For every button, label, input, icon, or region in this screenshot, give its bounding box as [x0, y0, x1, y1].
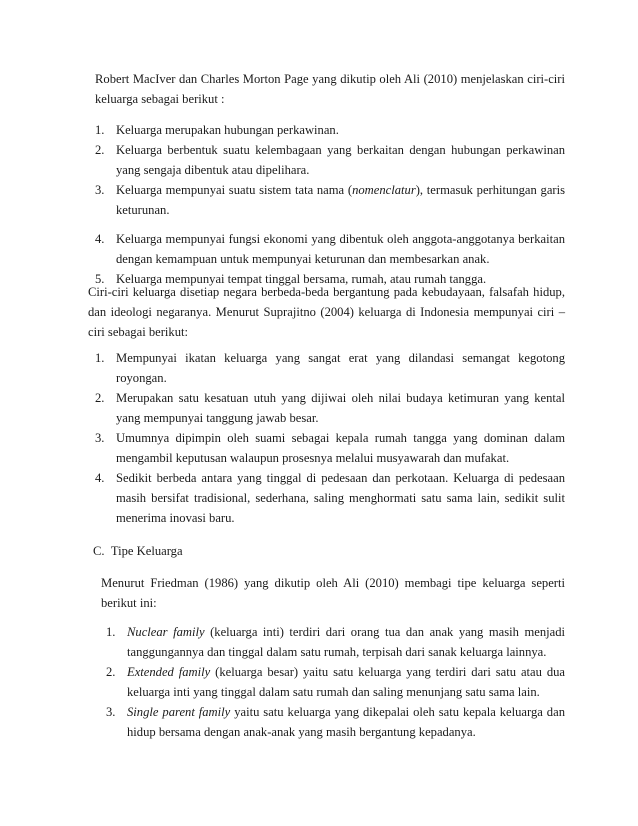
section-title: Tipe Keluarga	[110, 544, 183, 558]
family-types-list	[106, 622, 566, 742]
list-item: 5. Keluarga mempunyai tempat tinggal bersama, rumah, atau rumah tangga.	[95, 272, 487, 286]
suprajitno-paragraph: Ciri-ciri keluarga disetiap negara berbeda-beda bergantung pada kebudayaan, falsafah hidup, dan ideologi negaranya. Menurut Suprajitno (2004) keluarga di Indonesia mempunyai ciri – ciri sebagai berikut:	[88, 285, 565, 339]
list-item: 2. Merupakan satu kesatuan utuh yang dijiwai oleh nilai budaya ketimuran yang kental yang mempunyai tanggung jawab besar.	[95, 391, 565, 425]
criteria-list-suprajitno	[95, 348, 565, 528]
criteria-list-maciver	[95, 120, 565, 289]
list-item: 4. Sedikit berbeda antara yang tinggal di pedesaan dan perkotaan. Keluarga di pedesaan masih bersifat tradisional, sederhana, saling menghormati satu sama lain, sedikit sulit menerima inovasi baru.	[95, 471, 565, 525]
friedman-paragraph: Menurut Friedman (1986) yang dikutip oleh Ali (2010) membagi tipe keluarga seperti berikut ini:	[101, 576, 565, 610]
list-item: 3. Umumnya dipimpin oleh suami sebagai kepala rumah tangga yang dominan dalam mengambil keputusan walaupun prosesnya melalui musyawarah dan mufakat.	[95, 431, 565, 465]
list-item: 4. Keluarga mempunyai fungsi ekonomi yang dibentuk oleh anggota-anggotanya berkaitan dengan kemampuan untuk mempunyai keturunan dan membesarkan anak.	[95, 232, 565, 266]
list-item: 1. Mempunyai ikatan keluarga yang sangat erat yang dilandasi semangat kegotong royongan.	[95, 351, 565, 385]
section-label: C.	[93, 544, 105, 558]
list-item: 2. Keluarga berbentuk suatu kelembagaan yang berkaitan dengan hubungan perkawinan yang sengaja dibentuk atau dipelihara.	[95, 143, 565, 177]
list-item: 3. Keluarga mempunyai suatu sistem tata nama (nomenclatur), termasuk perhitungan garis keturunan.	[95, 183, 565, 217]
intro-paragraph: Robert MacIver dan Charles Morton Page yang dikutip oleh Ali (2010) menjelaskan ciri-ciri keluarga sebagai berikut :	[95, 72, 565, 106]
list-item: 2. Extended family (keluarga besar) yaitu satu keluarga yang terdiri dari satu atau dua keluarga inti yang tinggal dalam satu rumah dan saling menunjang satu sama lain.	[106, 665, 565, 699]
list-item: 3. Single parent family yaitu satu keluarga yang dikepalai oleh satu kepala keluarga dan hidup bersama dengan anak-anak yang masih bergantung kepadanya.	[106, 705, 565, 739]
list-item: 1. Keluarga merupakan hubungan perkawinan.	[95, 123, 339, 137]
list-item: 1. Nuclear family (keluarga inti) terdiri dari orang tua dan anak yang masih menjadi tanggungannya dan tinggal dalam satu rumah, terpisah dari sanak keluarga lainnya.	[106, 625, 566, 659]
section-heading	[93, 541, 183, 561]
